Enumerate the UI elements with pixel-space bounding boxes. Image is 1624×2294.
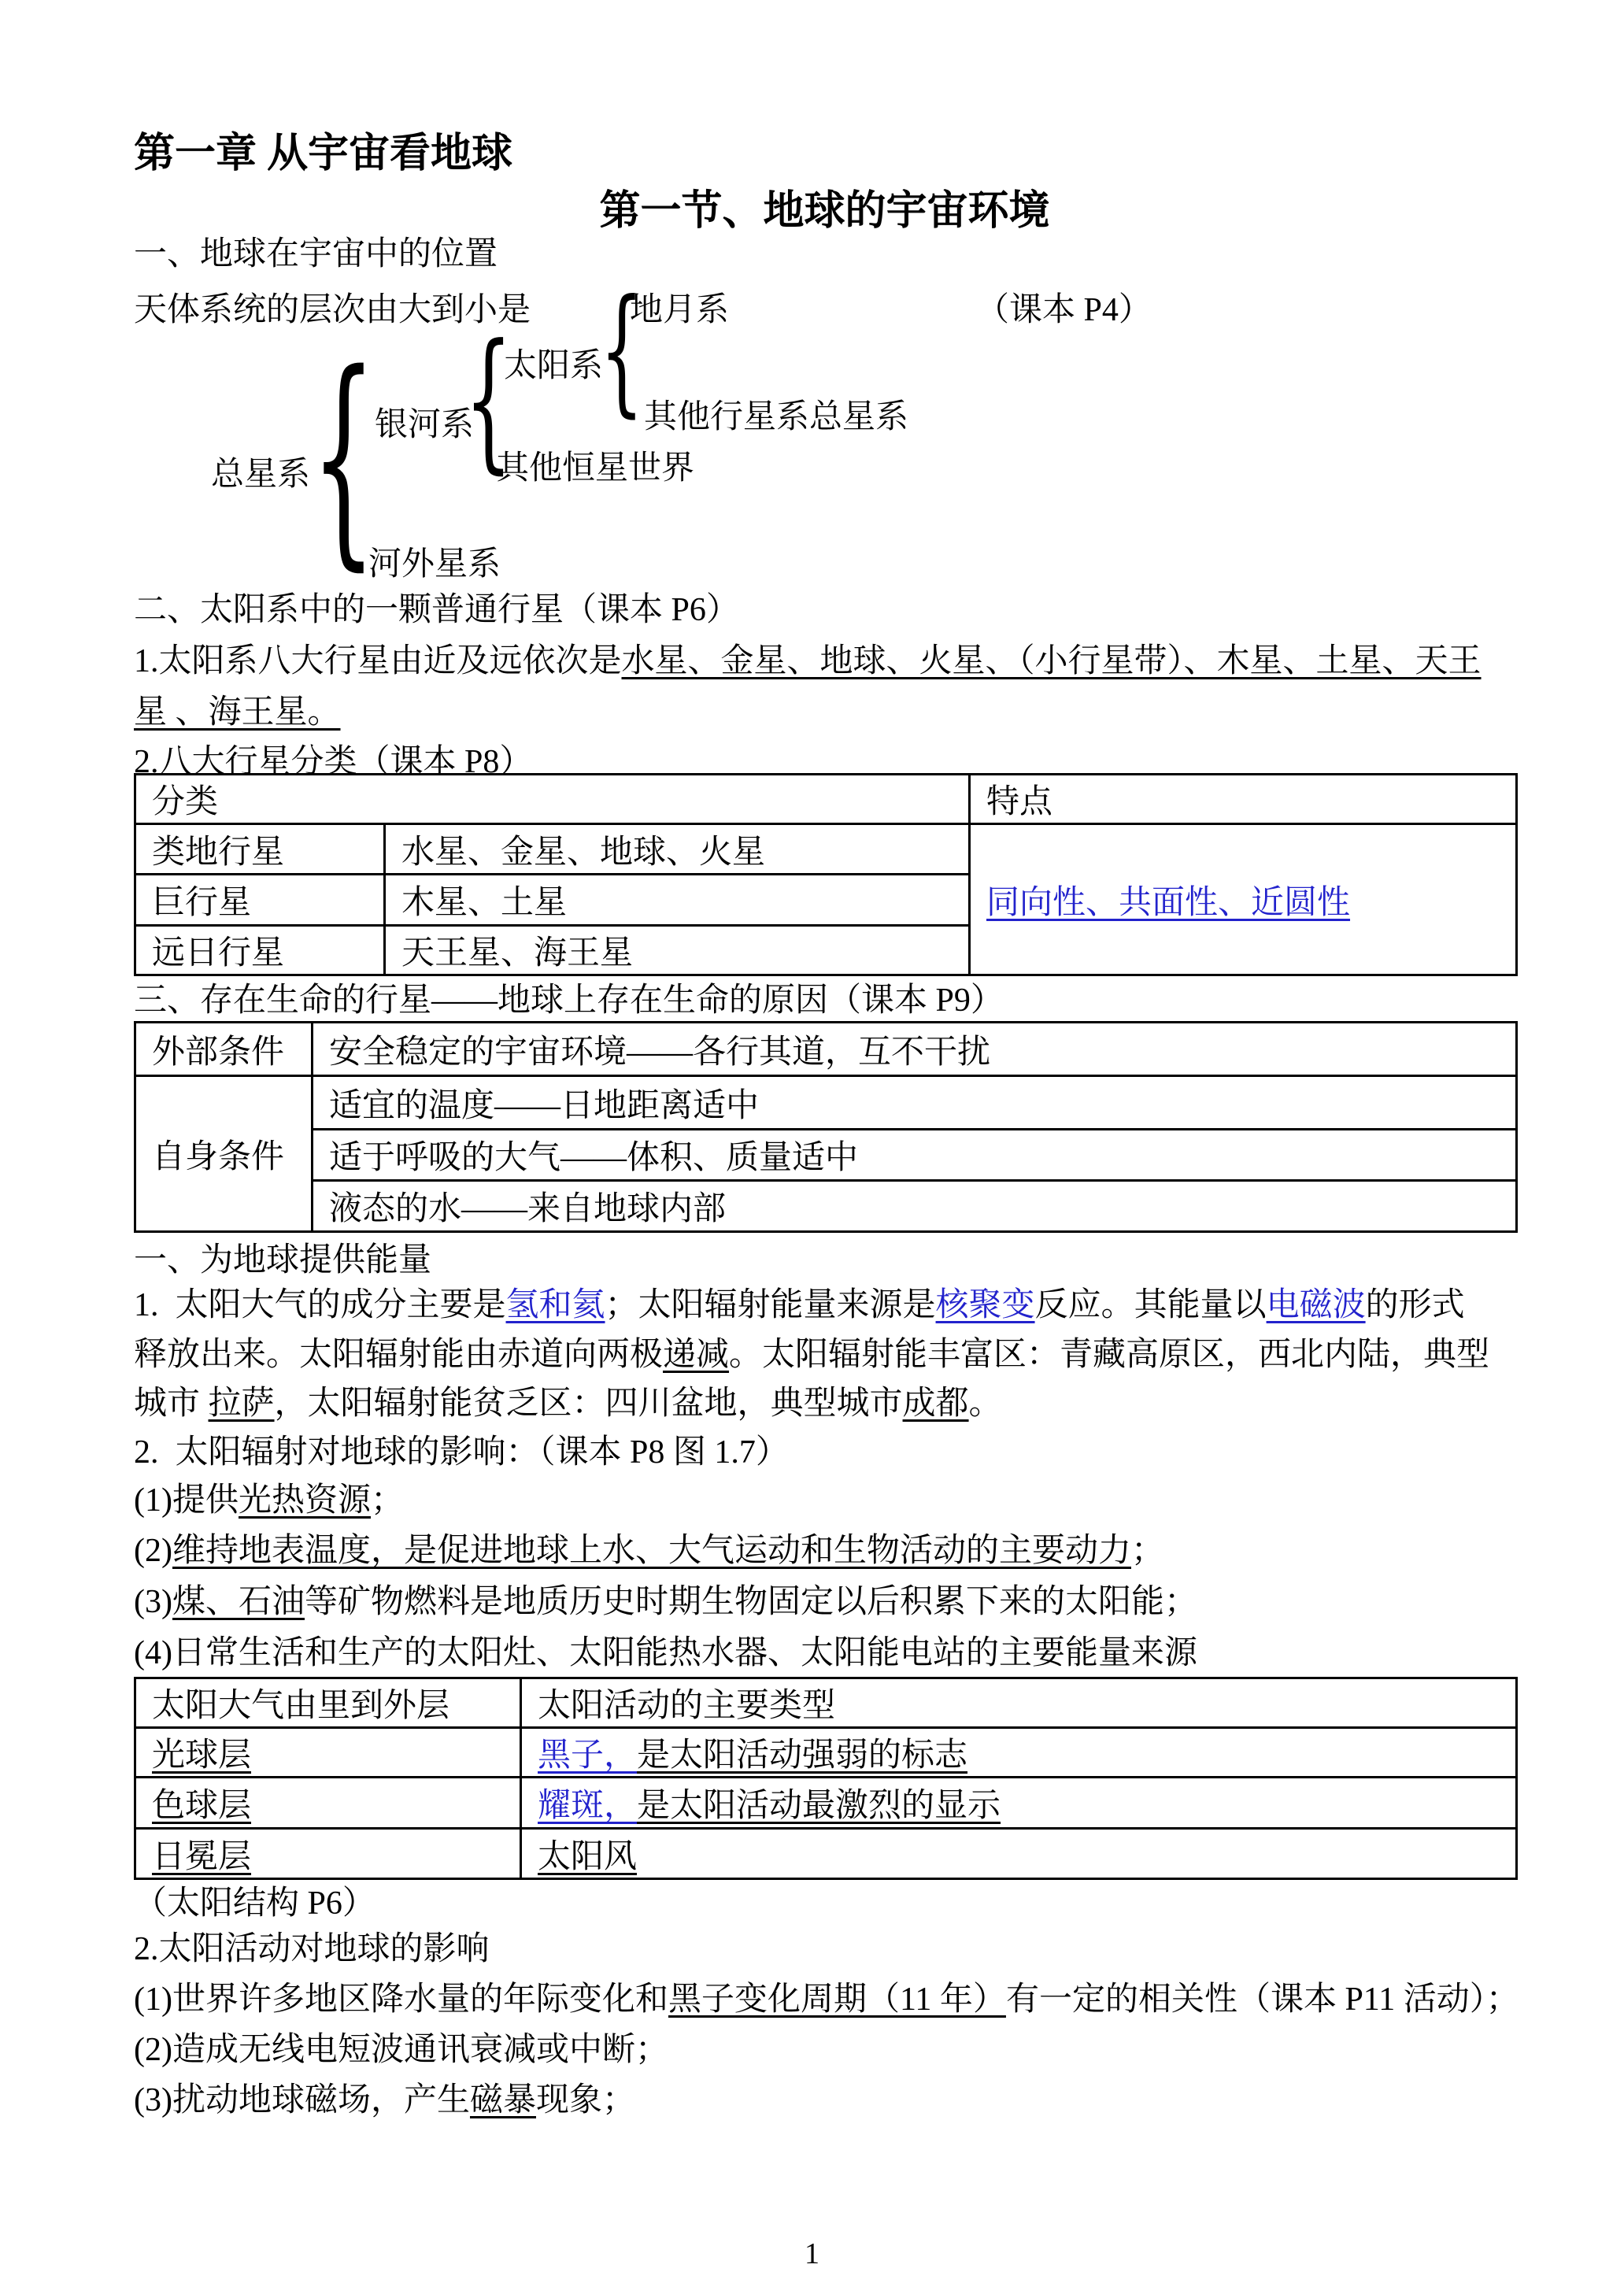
- page-number: 1: [805, 2237, 819, 2270]
- table-row: [135, 1130, 1517, 1181]
- chapter-title: 第一章 从宇宙看地球: [134, 131, 513, 176]
- text-segment: 。: [968, 1386, 1002, 1422]
- table3-header-activity: 太阳活动的主要类型: [521, 1678, 1517, 1728]
- table1-header-class: 分类: [135, 775, 970, 824]
- text-segment: ；: [371, 1482, 405, 1519]
- table1-feature-cell: [970, 824, 1517, 975]
- light-heat-underline: 光热资源: [238, 1482, 371, 1519]
- table-row: [135, 1181, 1517, 1232]
- table1-r1-value: 水星、金星、地球、火星: [385, 824, 970, 875]
- text-segment: (2): [134, 1533, 172, 1569]
- s5-heading: 2.太阳活动对地球的影响: [134, 1931, 490, 1967]
- flare-cell: [521, 1778, 1517, 1829]
- text-segment: 现象；: [536, 2082, 636, 2118]
- table2-temp-value: 适宜的温度——日地距离适中: [313, 1076, 1517, 1130]
- table-row: [135, 1023, 1517, 1076]
- flare-desc: 是太阳活动最激烈的显示: [637, 1788, 1001, 1824]
- effect-item-2: [134, 1530, 1515, 1571]
- table3-header-layer: 太阳大气由里到外层: [135, 1678, 521, 1728]
- diagram-intro: 天体系统的层次由大到小是: [134, 292, 531, 328]
- hydrogen-helium-link: 氢和氦: [505, 1287, 605, 1323]
- flare-link: 耀斑，: [538, 1788, 638, 1824]
- sun-paragraph-line3: [134, 1383, 1515, 1424]
- effect-item-4: (4)日常生活和生产的太阳灶、太阳能热水器、太阳能电站的主要能量来源: [134, 1635, 1197, 1671]
- brace-galaxy-icon: {: [464, 313, 513, 488]
- sun-paragraph-line1: [134, 1285, 1515, 1326]
- chromosphere-label: 色球层: [152, 1788, 252, 1824]
- diagram-node-other-stars: 其他恒星世界: [496, 450, 695, 487]
- celestial-hierarchy-diagram: [134, 271, 1515, 596]
- table1-r3-label: 远日行星: [135, 926, 385, 975]
- chromosphere-cell: [135, 1778, 521, 1829]
- text-segment: 。太阳辐射能丰富区：青藏高原区，西北内陆，典型: [729, 1337, 1490, 1373]
- table2-self-label: 自身条件: [135, 1076, 313, 1232]
- table-row: [135, 1829, 1517, 1879]
- sun-paragraph-line2: [134, 1334, 1515, 1375]
- sunspot-cell: [521, 1728, 1517, 1778]
- diagram-node-solar: 太阳系: [504, 348, 604, 384]
- text-segment: ；太阳辐射能量来源是: [605, 1287, 936, 1323]
- activity-item-1: [134, 1979, 1519, 2020]
- planets-line2: [134, 692, 1515, 733]
- table1-r3-value: 天王星、海王星: [385, 926, 970, 975]
- solar-wind-label: 太阳风: [538, 1838, 638, 1875]
- text-segment: (3): [134, 1584, 172, 1620]
- text-segment: 的形式: [1365, 1287, 1465, 1323]
- table2-water-value: 液态的水——来自地球内部: [313, 1181, 1517, 1232]
- planets-underlined-1: 水星、金星、地球、火星、（小行星带）、木星、土星、天王: [621, 643, 1482, 679]
- brace-total-icon: {: [311, 325, 377, 590]
- table1-r2-value: 木星、土星: [385, 875, 970, 926]
- table2-external-label: 外部条件: [135, 1023, 313, 1076]
- sunspot-desc: 是太阳活动强弱的标志: [637, 1737, 968, 1774]
- sun-structure-note: （太阳结构 P6）: [134, 1885, 375, 1922]
- surface-temp-underline: 维持地表温度，是促进地球上水、大气运动和生物活动的主要动力: [172, 1533, 1131, 1569]
- solar-wind-cell: [521, 1829, 1517, 1879]
- fusion-link: 核聚变: [935, 1287, 1035, 1323]
- text-segment: 等矿物燃料是地质历史时期生物固定以后积累下来的太阳能；: [305, 1584, 1198, 1620]
- diagram-node-total: 总星系: [211, 457, 311, 493]
- table-row: [135, 1076, 1517, 1130]
- section-title: 第一节、地球的宇宙环境: [599, 189, 1050, 234]
- table2-external-value: 安全稳定的宇宙环境——各行其道，互不干扰: [313, 1023, 1517, 1076]
- diagram-node-extragalactic: 河外星系: [368, 546, 501, 583]
- table1-r2-label: 巨行星: [135, 875, 385, 926]
- coal-oil-underline: 煤、石油: [172, 1584, 305, 1620]
- text-segment: 释放出来。太阳辐射能由赤道向两极: [134, 1337, 664, 1373]
- table-row: [135, 824, 1517, 875]
- table-row: [135, 1778, 1517, 1829]
- s2-heading: 二、太阳系中的一颗普通行星（课本 P6）: [134, 592, 739, 628]
- solar-atmosphere-table: [134, 1677, 1515, 1880]
- s3-heading: 三、存在生命的行星——地球上存在生命的原因（课本 P9）: [134, 982, 1004, 1019]
- effect-item-3: [134, 1582, 1515, 1622]
- text-segment: 城市: [134, 1386, 209, 1422]
- text-segment: 反应。其能量以: [1034, 1287, 1267, 1323]
- sunspot-cycle-underline: 黑子变化周期（11 年）: [668, 1981, 1006, 2018]
- corona-cell: [135, 1829, 521, 1879]
- s2-subheading: 2.八大行星分类（课本 P8）: [134, 744, 533, 780]
- effect-item-1: [134, 1480, 1515, 1521]
- text-segment: ，太阳辐射能贫乏区：四川盆地，典型城市: [274, 1386, 903, 1422]
- planets-underlined-2: 星 、海王星。: [134, 694, 341, 731]
- table1-r1-label: 类地行星: [135, 824, 385, 875]
- corona-label: 日冕层: [152, 1838, 252, 1875]
- planets-lead: 1.太阳系八大行星由近及远依次是: [134, 643, 622, 679]
- chengdu-underline: 成都: [902, 1386, 969, 1422]
- text-segment: ；: [1131, 1533, 1165, 1569]
- lhasa-underline: 拉萨: [208, 1386, 275, 1422]
- activity-item-2: (2)造成无线电短波通讯衰减或中断；: [134, 2032, 668, 2068]
- life-conditions-table: [134, 1021, 1515, 1233]
- brace-solar-icon: {: [600, 271, 644, 431]
- table2-atmosphere-value: 适于呼吸的大气——体积、质量适中: [313, 1130, 1517, 1181]
- photosphere-label: 光球层: [152, 1737, 252, 1774]
- orbit-features-link: 同向性、共面性、近圆性: [986, 884, 1351, 921]
- activity-item-3: [134, 2080, 1515, 2121]
- magnetic-storm-underline: 磁暴: [469, 2082, 536, 2118]
- diagram-node-other-planets: 其他行星系总星系: [644, 399, 909, 435]
- text-segment: (3)扰动地球磁场，产生: [134, 2082, 470, 2118]
- sunspot-link: 黑子，: [538, 1737, 638, 1774]
- s4-heading: 一、为地球提供能量: [134, 1242, 432, 1278]
- table-row: [135, 1728, 1517, 1778]
- text-segment: 有一定的相关性（课本 P11 活动）；: [1005, 1981, 1519, 2018]
- decrease-underline: 递减: [663, 1337, 730, 1373]
- s4-sub2-heading: 2. 太阳辐射对地球的影响：（课本 P8 图 1.7）: [134, 1434, 789, 1471]
- diagram-textbook-ref: （课本 P4）: [976, 292, 1152, 328]
- diagram-node-earth-moon: 地月系: [630, 292, 730, 328]
- em-wave-link: 电磁波: [1266, 1287, 1366, 1323]
- table1-header-feature: 特点: [970, 775, 1517, 824]
- s1-heading: 一、地球在宇宙中的位置: [134, 236, 498, 272]
- planet-classification-table: [134, 773, 1515, 976]
- photosphere-cell: [135, 1728, 521, 1778]
- diagram-node-galaxy: 银河系: [375, 407, 475, 443]
- text-segment: 1. 太阳大气的成分主要是: [134, 1287, 506, 1323]
- text-segment: (1)世界许多地区降水量的年际变化和: [134, 1981, 668, 2018]
- planets-line1: [134, 641, 1515, 682]
- text-segment: (1)提供: [134, 1482, 239, 1519]
